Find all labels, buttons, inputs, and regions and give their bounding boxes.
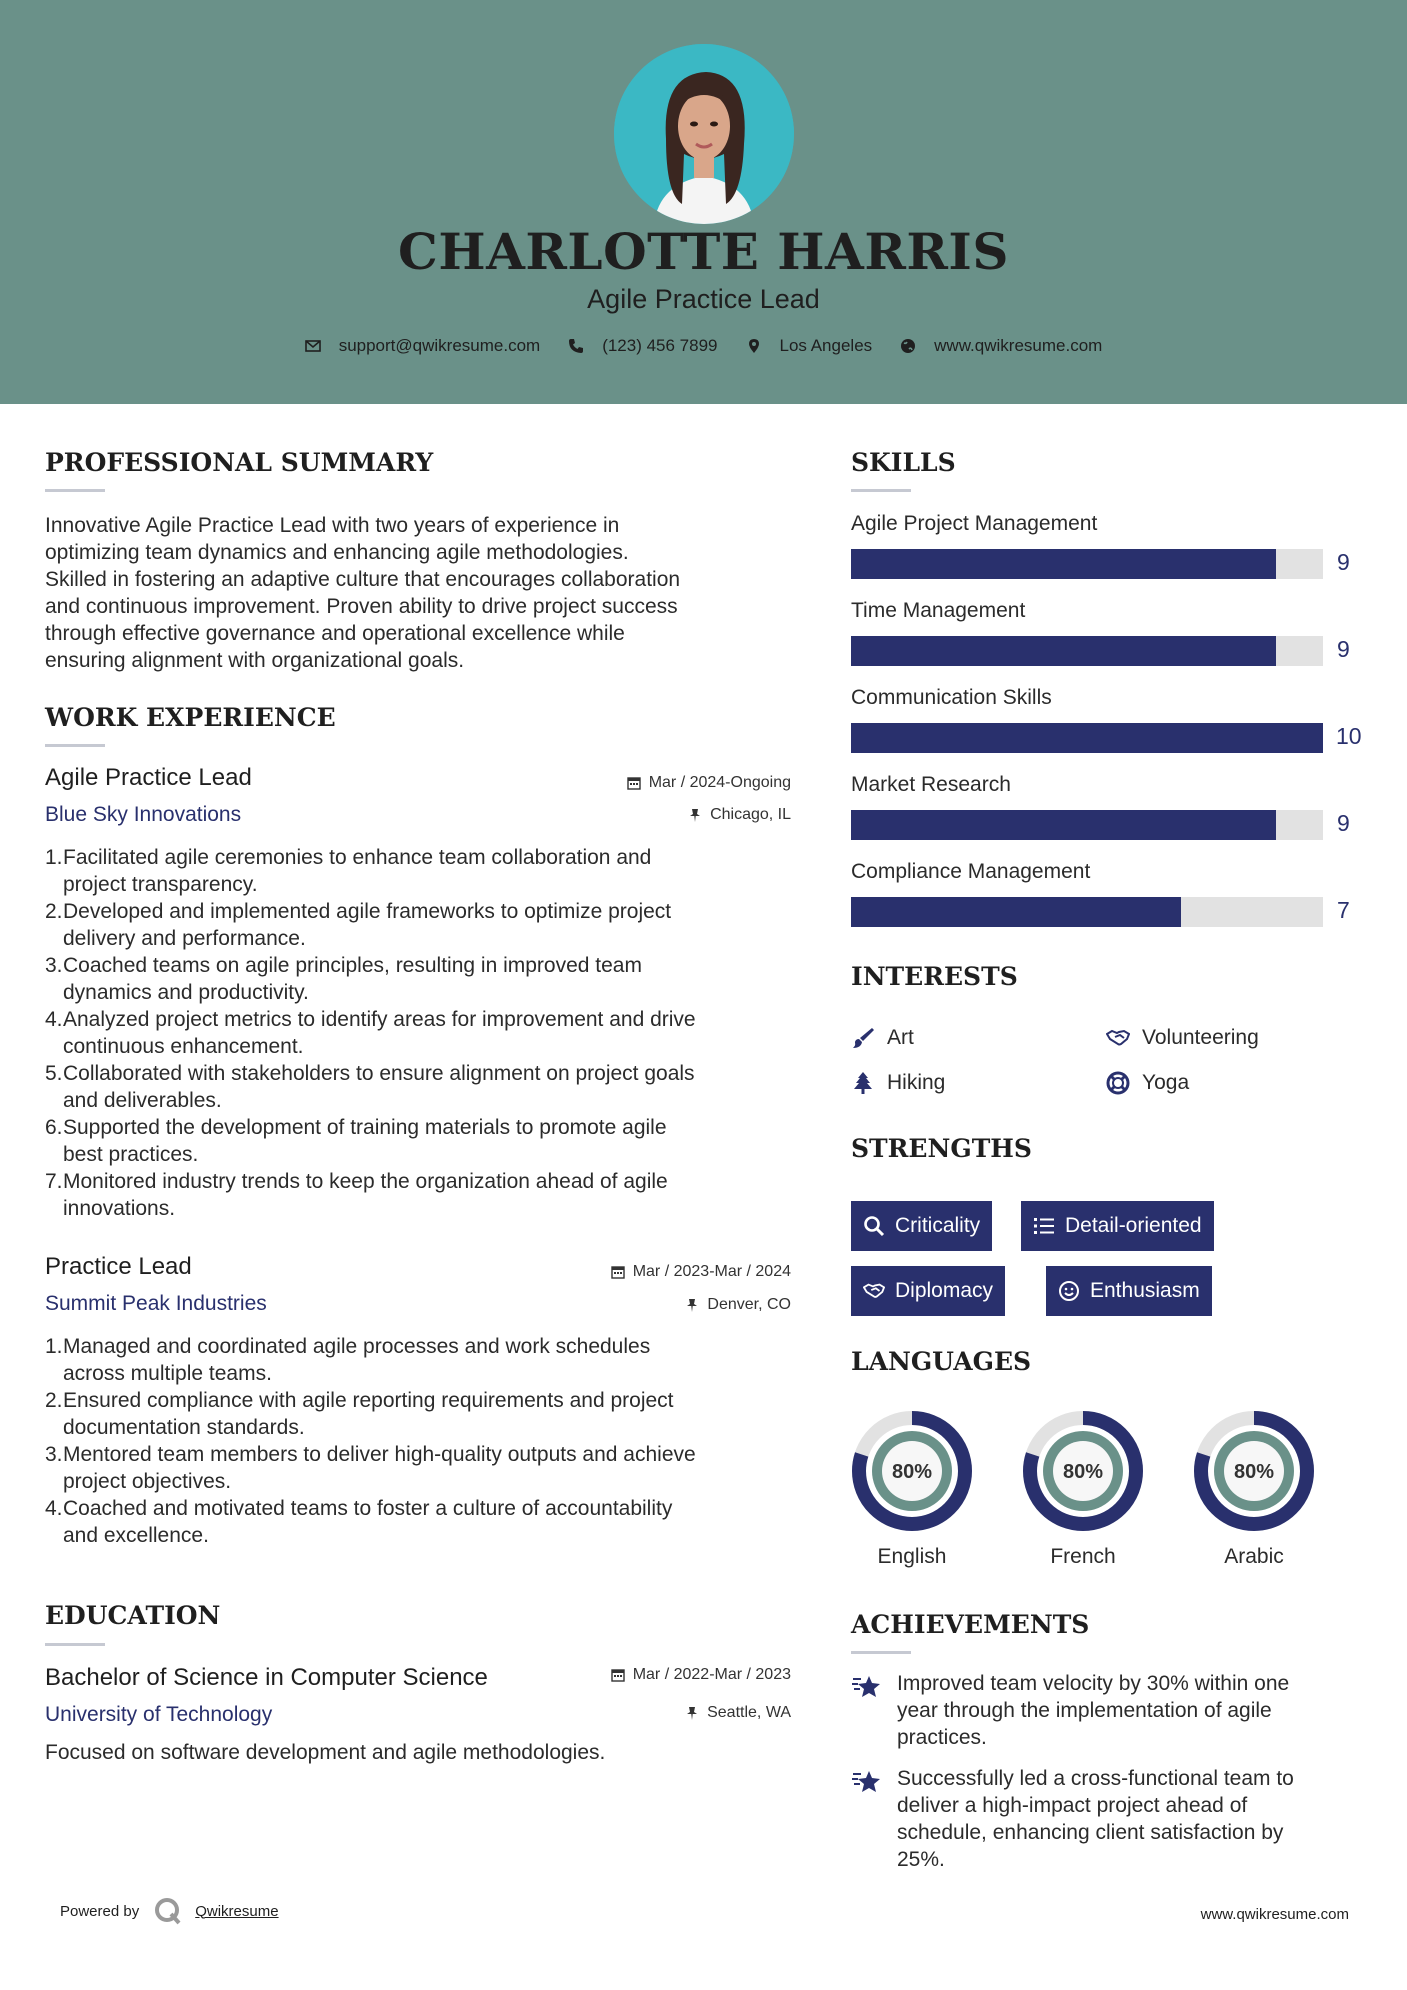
summary-heading: PROFESSIONAL SUMMARY bbox=[45, 448, 434, 477]
job-location-text: Chicago, IL bbox=[710, 806, 791, 823]
summary-line: Innovative Agile Practice Lead with two years of experience in bbox=[45, 514, 620, 537]
skill-bar-track bbox=[851, 810, 1323, 840]
achievement-item bbox=[851, 1670, 1351, 1751]
achievement-line: Improved team velocity by 30% within one bbox=[897, 1672, 1290, 1695]
language-donut-chart bbox=[1021, 1409, 1145, 1533]
header-banner bbox=[0, 0, 1407, 404]
interest-label: Volunteering bbox=[1142, 1026, 1259, 1049]
language-item bbox=[850, 1409, 974, 1569]
smile-icon bbox=[1058, 1280, 1080, 1302]
strength-tag bbox=[851, 1266, 1005, 1316]
contact-website-text: www.qwikresume.com bbox=[934, 336, 1103, 355]
skill-bar-track bbox=[851, 636, 1323, 666]
paint-brush-icon bbox=[851, 1026, 875, 1050]
language-percent-label: 80% bbox=[891, 1461, 933, 1483]
list-item: 1. Facilitated agile ceremonies to enhance team collaboration and project transparency. bbox=[45, 846, 652, 896]
contact-email-text: support@qwikresume.com bbox=[338, 336, 541, 355]
contact-phone-text: (123) 456 7899 bbox=[602, 336, 718, 355]
job-location-text: Denver, CO bbox=[707, 1296, 791, 1313]
job-date-text: Mar / 2024-Ongoing bbox=[648, 774, 791, 791]
job-company: Summit Peak Industries bbox=[45, 1292, 267, 1315]
education-heading: EDUCATION bbox=[45, 1601, 221, 1630]
achievement-line: practices. bbox=[897, 1726, 987, 1749]
job-company: Blue Sky Innovations bbox=[45, 803, 242, 826]
list-item: 1. Managed and coordinated agile processes and work schedules across multiple teams. bbox=[45, 1335, 651, 1385]
skill-score: 7 bbox=[1337, 897, 1350, 923]
list-item: 5. Collaborated with stakeholders to ensure alignment on project goals and deliverables. bbox=[45, 1062, 695, 1112]
summary-line: ensuring alignment with organizational goals. bbox=[45, 649, 465, 672]
job-date bbox=[551, 774, 791, 792]
skill-label: Time Management bbox=[851, 599, 1026, 622]
skill-bar-track bbox=[851, 723, 1323, 753]
list-item: 6. Supported the development of training materials to promote agile best practices. bbox=[45, 1116, 667, 1166]
globe-icon bbox=[900, 338, 916, 354]
language-item bbox=[1192, 1409, 1316, 1569]
interest-label: Yoga bbox=[1142, 1071, 1190, 1094]
list-item: 7. Monitored industry trends to keep the organization ahead of agile innovations. bbox=[45, 1170, 668, 1220]
education-description: Focused on software development and agile methodologies. bbox=[45, 1741, 606, 1764]
language-donut-chart bbox=[1192, 1409, 1316, 1533]
skill-bar-fill bbox=[851, 723, 1323, 753]
languages-heading: LANGUAGES bbox=[851, 1347, 1032, 1376]
skill-score: 9 bbox=[1337, 549, 1350, 575]
interest-item bbox=[851, 1071, 945, 1095]
qwikresume-logo-icon bbox=[153, 1896, 183, 1926]
degree-title: Bachelor of Science in Computer Science bbox=[45, 1664, 488, 1691]
achievements-rule bbox=[851, 1651, 911, 1654]
achievement-line: Successfully led a cross-functional team to bbox=[897, 1767, 1294, 1790]
education-location-text: Seattle, WA bbox=[707, 1704, 791, 1721]
education-rule bbox=[45, 1643, 105, 1646]
strength-tag bbox=[1046, 1266, 1212, 1316]
list-item: 4. Coached and motivated teams to foster a culture of accountability and excellence. bbox=[45, 1497, 673, 1547]
skill-bar-fill bbox=[851, 636, 1276, 666]
summary-text bbox=[45, 512, 805, 674]
strength-tag bbox=[1021, 1201, 1214, 1251]
calendar-icon bbox=[611, 1265, 625, 1279]
summary-line: and continuous improvement. Proven ability to drive project success bbox=[45, 595, 678, 618]
strength-label: Diplomacy bbox=[895, 1279, 994, 1302]
map-marker-icon bbox=[746, 338, 762, 354]
skill-label: Market Research bbox=[851, 773, 1011, 796]
list-item: 2. Ensured compliance with agile reporting requirements and project documentation standards. bbox=[45, 1389, 674, 1439]
language-percent-label: 80% bbox=[1233, 1461, 1275, 1483]
achievement-line: schedule, enhancing client satisfaction by bbox=[897, 1821, 1284, 1844]
candidate-role: Agile Practice Lead bbox=[587, 284, 820, 314]
skill-bar-fill bbox=[851, 549, 1276, 579]
candidate-name: CHARLOTTE HARRIS bbox=[398, 222, 1009, 281]
contact-phone[interactable] bbox=[568, 336, 717, 356]
skill-score: 9 bbox=[1337, 810, 1350, 836]
skills-rule bbox=[851, 489, 911, 492]
achievements-heading: ACHIEVEMENTS bbox=[851, 1610, 1090, 1639]
job-title: Practice Lead bbox=[45, 1253, 192, 1280]
list-item: 3. Coached teams on agile principles, resulting in improved team dynamics and productivity. bbox=[45, 954, 642, 1004]
language-percent-label: 80% bbox=[1062, 1461, 1104, 1483]
achievement-line: year through the implementation of agile bbox=[897, 1699, 1272, 1722]
interest-label: Hiking bbox=[887, 1071, 946, 1094]
contact-email[interactable] bbox=[305, 336, 541, 356]
handshake-icon bbox=[1106, 1026, 1130, 1050]
job-duties-list bbox=[45, 1333, 805, 1549]
footer-website[interactable]: www.qwikresume.com bbox=[1200, 1906, 1349, 1923]
strength-label: Enthusiasm bbox=[1090, 1279, 1200, 1302]
summary-line: optimizing team dynamics and enhancing agile methodologies. bbox=[45, 541, 629, 564]
contact-row bbox=[0, 336, 1407, 356]
experience-rule bbox=[45, 744, 105, 747]
tree-icon bbox=[851, 1071, 875, 1095]
list-item: 4. Analyzed project metrics to identify areas for improvement and drive continuous enhancement. bbox=[45, 1008, 696, 1058]
skill-label: Agile Project Management bbox=[851, 512, 1098, 535]
calendar-icon bbox=[627, 776, 641, 790]
language-name: Arabic bbox=[1224, 1545, 1284, 1568]
job-date-text: Mar / 2023-Mar / 2024 bbox=[632, 1263, 791, 1280]
strength-label: Detail-oriented bbox=[1065, 1214, 1202, 1237]
job-title: Agile Practice Lead bbox=[45, 764, 252, 791]
job-location bbox=[551, 1296, 791, 1314]
job-date bbox=[551, 1263, 791, 1281]
job-location bbox=[551, 806, 791, 824]
calendar-icon bbox=[611, 1668, 625, 1682]
achievement-item bbox=[851, 1765, 1351, 1873]
skill-bar-track bbox=[851, 549, 1323, 579]
summary-line: Skilled in fostering an adaptive culture that encourages collaboration bbox=[45, 568, 681, 591]
envelope-icon bbox=[305, 338, 321, 354]
job-duties-list bbox=[45, 844, 805, 1222]
education-location bbox=[551, 1704, 791, 1722]
interests-heading: INTERESTS bbox=[851, 962, 1018, 991]
experience-heading: WORK EXPERIENCE bbox=[45, 703, 336, 732]
phone-icon bbox=[568, 338, 584, 354]
star-award-icon bbox=[851, 1765, 883, 1797]
handshake-icon bbox=[863, 1280, 885, 1302]
list-icon bbox=[1033, 1215, 1055, 1237]
brand-link[interactable]: Qwikresume bbox=[195, 1902, 279, 1920]
pin-icon bbox=[688, 808, 702, 822]
education-date-text: Mar / 2022-Mar / 2023 bbox=[632, 1666, 791, 1683]
profile-photo bbox=[614, 44, 794, 224]
skills-heading: SKILLS bbox=[851, 448, 956, 477]
language-name: English bbox=[877, 1545, 947, 1568]
contact-website[interactable] bbox=[900, 336, 1102, 356]
skill-bar-fill bbox=[851, 897, 1181, 927]
strength-label: Criticality bbox=[895, 1214, 981, 1237]
achievement-line: deliver a high-impact project ahead of bbox=[897, 1794, 1248, 1817]
search-icon bbox=[863, 1215, 885, 1237]
skill-score: 9 bbox=[1337, 636, 1350, 662]
education-date bbox=[551, 1666, 791, 1684]
footer-powered-by bbox=[60, 1896, 279, 1926]
interest-item bbox=[1106, 1071, 1189, 1095]
language-item bbox=[1021, 1409, 1145, 1569]
achievement-line: 25%. bbox=[897, 1848, 945, 1871]
skill-bar-fill bbox=[851, 810, 1276, 840]
contact-location-text: Los Angeles bbox=[779, 336, 873, 355]
pin-icon bbox=[685, 1298, 699, 1312]
summary-rule bbox=[45, 489, 105, 492]
school-name: University of Technology bbox=[45, 1703, 273, 1726]
skill-score: 10 bbox=[1336, 723, 1362, 749]
lifebuoy-icon bbox=[1106, 1071, 1130, 1095]
list-item: 3. Mentored team members to deliver high-quality outputs and achieve project objectives. bbox=[45, 1443, 696, 1493]
skill-bar-track bbox=[851, 897, 1323, 927]
strengths-heading: STRENGTHS bbox=[851, 1134, 1032, 1163]
interest-item bbox=[1106, 1026, 1259, 1050]
contact-location bbox=[746, 336, 873, 356]
language-name: French bbox=[1050, 1545, 1116, 1568]
star-award-icon bbox=[851, 1670, 883, 1702]
language-donut-chart bbox=[850, 1409, 974, 1533]
interest-label: Art bbox=[887, 1026, 914, 1049]
summary-line: through effective governance and operational excellence while bbox=[45, 622, 625, 645]
skill-label: Compliance Management bbox=[851, 860, 1091, 883]
list-item: 2. Developed and implemented agile frameworks to optimize project delivery and performance. bbox=[45, 900, 672, 950]
skill-label: Communication Skills bbox=[851, 686, 1052, 709]
powered-by-label: Powered by bbox=[60, 1902, 140, 1920]
strength-tag bbox=[851, 1201, 992, 1251]
interest-item bbox=[851, 1026, 914, 1050]
pin-icon bbox=[685, 1706, 699, 1720]
